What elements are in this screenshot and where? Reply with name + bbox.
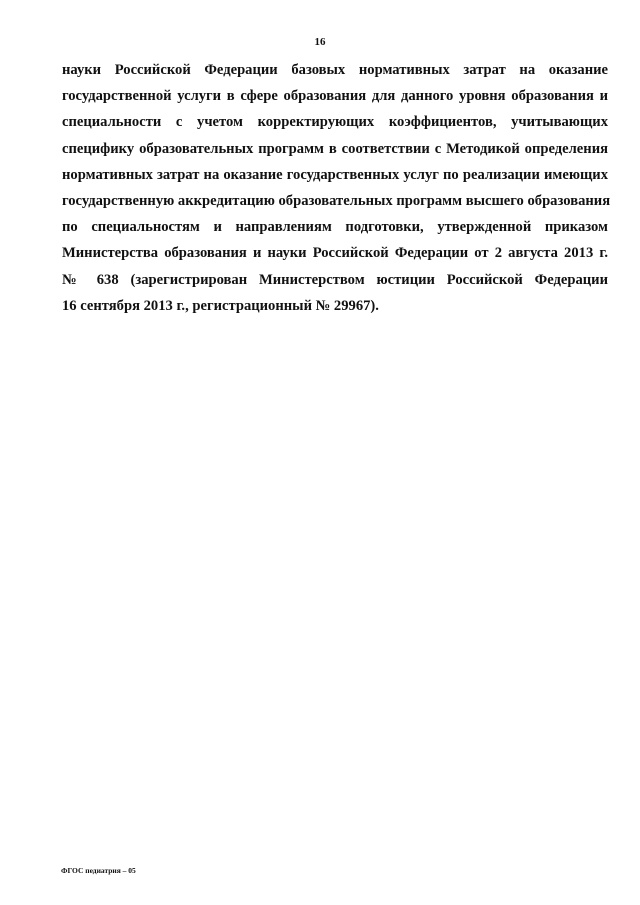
paragraph-line: № 638 (зарегистрирован Министерством юстиции Российской Федерации [62,271,608,288]
page-footer: ФГОС педиатрия – 05 [61,866,136,875]
page-number: 16 [314,36,326,48]
paragraph-line: государственную аккредитацию образовательных программ высшего образования [62,192,611,209]
paragraph-line-last: 16 сентября 2013 г., регистрационный № 29967). [62,297,379,314]
paragraph-line: по специальностям и направлениям подготовки, утвержденной приказом [62,219,608,236]
paragraph-line: специальности с учетом корректирующих коэффициентов, учитывающих [62,114,608,131]
paragraph-line: науки Российской Федерации базовых нормативных затрат на оказание [62,62,608,78]
paragraph-line: государственной услуги в сфере образования для данного уровня образования и [62,88,608,105]
paragraph-line: Министерства образования и науки Российской Федерации от 2 августа 2013 г. [62,245,608,262]
paragraph-line: нормативных затрат на оказание государственных услуг по реализации имеющих [62,166,608,183]
body-paragraph [62,57,611,319]
paragraph-line: специфику образовательных программ в соответствии с Методикой определения [62,140,608,157]
